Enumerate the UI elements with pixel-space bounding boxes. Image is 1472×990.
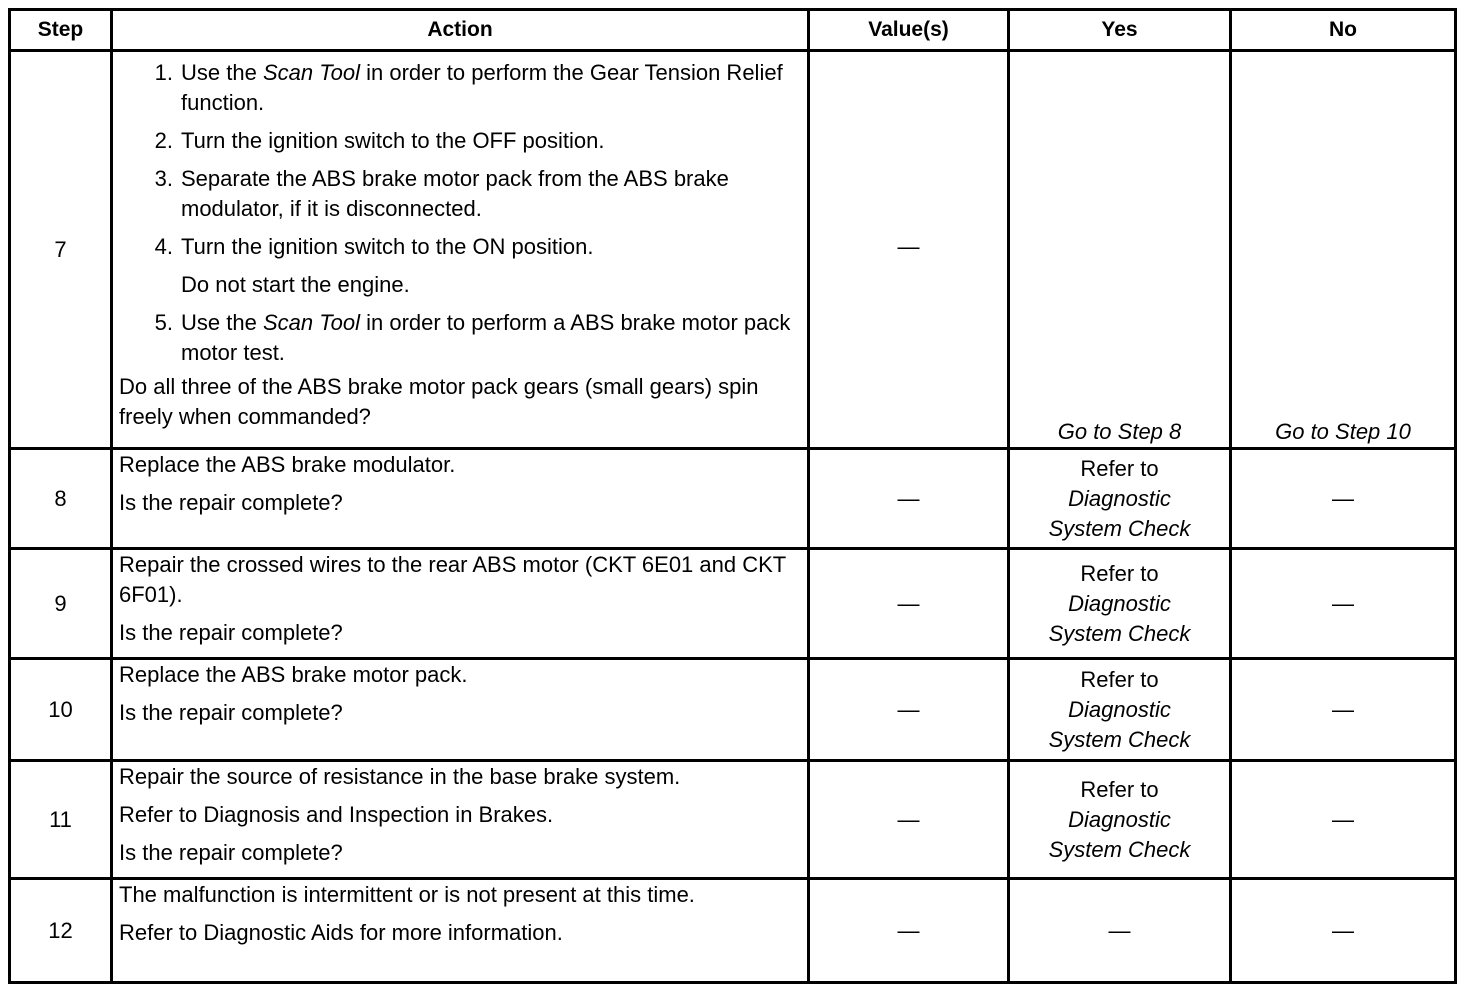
no-cell: — <box>1231 449 1456 549</box>
value-cell: — <box>809 51 1009 449</box>
scan-tool-term: Scan Tool <box>262 60 360 85</box>
action-cell: Repair the source of resistance in the base brake system. Refer to Diagnosis and Inspection in Brakes. Is the repair complete? <box>112 761 809 879</box>
table-row-step-8 <box>10 449 1456 549</box>
diagnostic-system-check-link[interactable]: Diagnostic System Check <box>1048 590 1191 646</box>
list-item: 2. Turn the ignition switch to the OFF position. <box>154 128 605 153</box>
step-number: 10 <box>10 659 112 761</box>
action-cell: Replace the ABS brake modulator. Is the repair complete? <box>112 449 809 549</box>
list-item: 5. Use the Scan Tool in order to perform a ABS brake motor pack motor test. <box>154 310 791 365</box>
question-text: Do all three of the ABS brake motor pack gears (small gears) spin freely when commanded? <box>119 374 759 429</box>
yes-cell: Refer to Diagnostic System Check <box>1009 449 1231 549</box>
action-cell <box>112 51 809 449</box>
table-row-step-9 <box>10 549 1456 659</box>
step-number: 9 <box>10 549 112 659</box>
value-cell: — <box>809 549 1009 659</box>
diagnostic-system-check-link[interactable]: Diagnostic System Check <box>1048 485 1191 541</box>
no-cell: — <box>1231 659 1456 761</box>
header-row <box>10 10 1456 51</box>
no-cell: — <box>1231 549 1456 659</box>
yes-cell: Refer to Diagnostic System Check <box>1009 549 1231 659</box>
table-row-step-7 <box>10 51 1456 449</box>
yes-goto-step-8-link[interactable]: Go to Step 8 <box>1009 51 1231 449</box>
no-cell: — <box>1231 879 1456 983</box>
list-item: 4. Turn the ignition switch to the ON position. <box>154 234 594 259</box>
value-cell: — <box>809 659 1009 761</box>
step-number: 8 <box>10 449 112 549</box>
action-steps-list <box>119 58 801 262</box>
header-yes: Yes <box>1009 10 1231 51</box>
yes-cell: — <box>1009 879 1231 983</box>
header-values: Value(s) <box>809 10 1009 51</box>
yes-cell: Refer to Diagnostic System Check <box>1009 761 1231 879</box>
value-cell: — <box>809 761 1009 879</box>
no-goto-step-10-link[interactable]: Go to Step 10 <box>1231 51 1456 449</box>
header-action: Action <box>112 10 809 51</box>
value-cell: — <box>809 879 1009 983</box>
list-item: 3. Separate the ABS brake motor pack from the ABS brake modulator, if it is disconnected. <box>154 166 729 221</box>
step-number: 12 <box>10 879 112 983</box>
step-number: 11 <box>10 761 112 879</box>
action-cell: Repair the crossed wires to the rear ABS motor (CKT 6E01 and CKT 6F01). Is the repair complete? <box>112 549 809 659</box>
action-cell: Replace the ABS brake motor pack. Is the repair complete? <box>112 659 809 761</box>
action-steps-list-cont <box>119 308 801 368</box>
table-row-step-11 <box>10 761 1456 879</box>
header-no: No <box>1231 10 1456 51</box>
header-step: Step <box>10 10 112 51</box>
diagnostic-system-check-link[interactable]: Diagnostic System Check <box>1048 806 1191 862</box>
step-number: 7 <box>10 51 112 449</box>
action-cell: The malfunction is intermittent or is not present at this time. Refer to Diagnostic Aids for more information. <box>112 879 809 983</box>
diagnostic-table <box>8 8 1457 984</box>
table-row-step-12 <box>10 879 1456 983</box>
yes-cell: Refer to Diagnostic System Check <box>1009 659 1231 761</box>
list-item: 1. Use the Scan Tool in order to perform the Gear Tension Relief function. <box>154 60 783 115</box>
no-cell: — <box>1231 761 1456 879</box>
diagnostic-system-check-link[interactable]: Diagnostic System Check <box>1048 696 1191 752</box>
sub-instruction: Do not start the engine. <box>181 272 410 297</box>
table-row-step-10 <box>10 659 1456 761</box>
value-cell: — <box>809 449 1009 549</box>
scan-tool-term: Scan Tool <box>262 310 360 335</box>
